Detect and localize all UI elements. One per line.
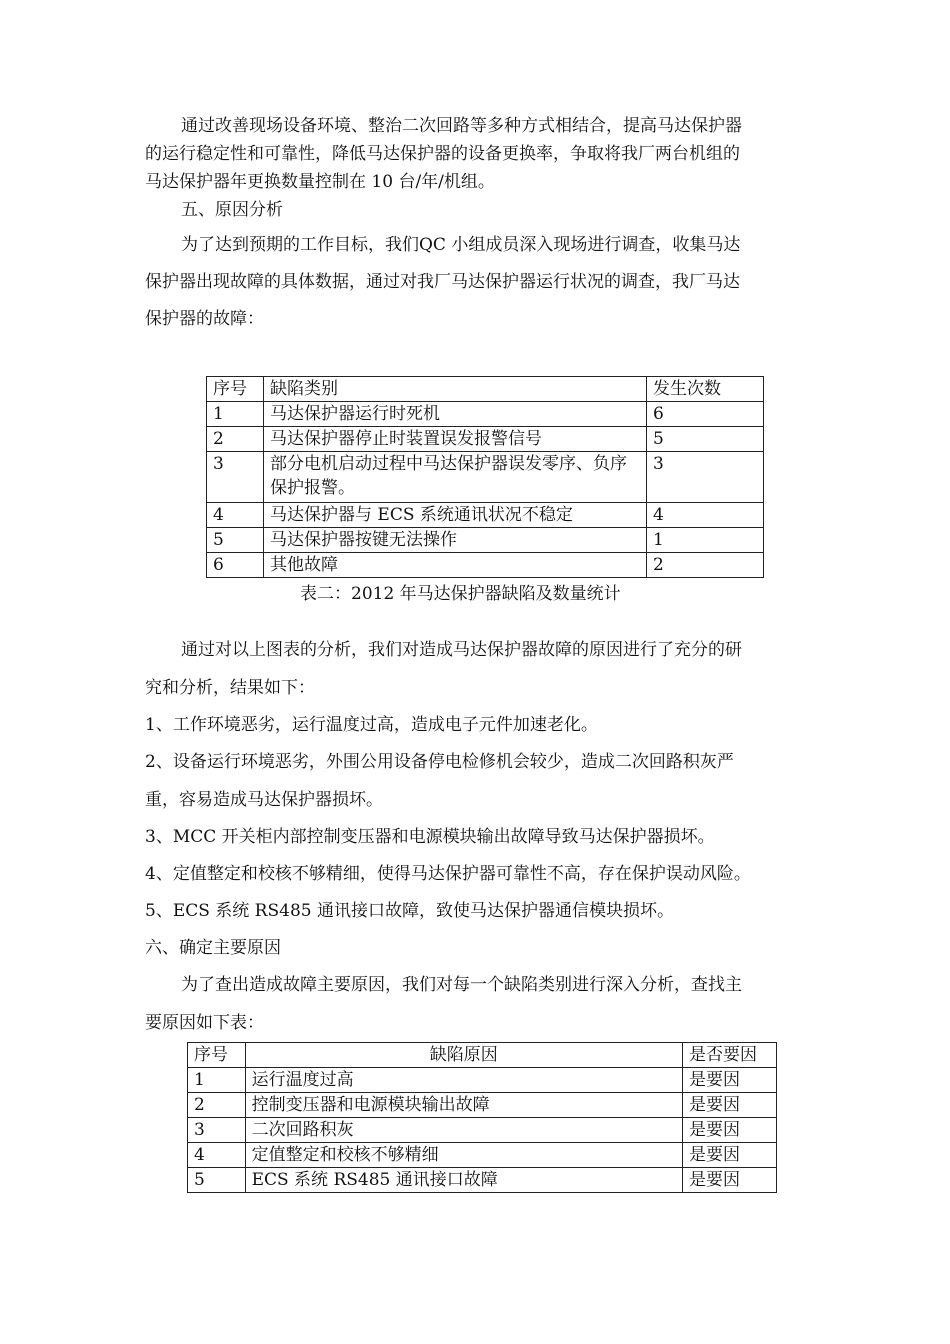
table-header-cell: 是否要因: [683, 1043, 777, 1068]
table-cell: 2: [207, 427, 264, 452]
table-cell: 马达保护器停止时装置误发报警信号: [264, 427, 647, 452]
table-header-row: [188, 1043, 777, 1068]
table-header-cell: 序号: [207, 377, 264, 402]
table-cell: 1: [188, 1068, 246, 1093]
table-cell: 3: [207, 452, 264, 503]
table-cell: 1: [207, 402, 264, 427]
section-heading: 五、原因分析: [181, 200, 283, 220]
table-cell: 3: [647, 452, 764, 503]
table-cell: 5: [207, 528, 264, 553]
list-item: 1、工作环境恶劣，运行温度过高，造成电子元件加速老化。: [145, 715, 598, 735]
list-item: 4、定值整定和校核不够精细，使得马达保护器可靠性不高，存在保护误动风险。: [145, 864, 751, 884]
table-cell: 马达保护器运行时死机: [264, 402, 647, 427]
table-cell: 4: [207, 503, 264, 528]
table-cell: 1: [647, 528, 764, 553]
table-cell: 4: [188, 1143, 246, 1168]
table-row: [188, 1143, 777, 1168]
paragraph-line: 要原因如下表：: [145, 1013, 264, 1033]
paragraph-line: 为了达到预期的工作目标，我们QC 小组成员深入现场进行调查，收集马达: [181, 235, 741, 255]
table-row: [207, 528, 764, 553]
table-cell: 马达保护器按键无法操作: [264, 528, 647, 553]
table-row: [207, 503, 764, 528]
table-row: [188, 1068, 777, 1093]
table-cell: ECS 系统 RS485 通讯接口故障: [245, 1168, 682, 1193]
table-cell: 4: [647, 503, 764, 528]
table-cell: 马达保护器与 ECS 系统通讯状况不稳定: [264, 503, 647, 528]
table-cell: 是要因: [683, 1093, 777, 1118]
list-item: 2、设备运行环境恶劣，外围公用设备停电检修机会较少，造成二次回路积灰严: [145, 752, 734, 772]
paragraph-line: 究和分析，结果如下：: [145, 678, 315, 698]
table-row: [207, 553, 764, 578]
table-header-row: [207, 377, 764, 402]
section-heading: 六、确定主要原因: [145, 938, 281, 958]
defect-statistics-table: [206, 376, 764, 578]
table-cell: 是要因: [683, 1118, 777, 1143]
table-header-cell: 发生次数: [647, 377, 764, 402]
table-header-cell: 缺陷原因: [245, 1043, 682, 1068]
paragraph-line: 保护器出现故障的具体数据，通过对我厂马达保护器运行状况的调查，我厂马达: [145, 272, 740, 292]
table-row: [188, 1118, 777, 1143]
table-cell: 5: [188, 1168, 246, 1193]
main-cause-table: [187, 1042, 777, 1193]
paragraph-line: 的运行稳定性和可靠性，降低马达保护器的设备更换率，争取将我厂两台机组的: [145, 144, 740, 164]
list-item: 3、MCC 开关柜内部控制变压器和电源模块输出故障导致马达保护器损坏。: [145, 827, 715, 847]
paragraph-line: 为了查出造成故障主要原因，我们对每一个缺陷类别进行深入分析，查找主: [181, 975, 742, 995]
table-cell: 是要因: [683, 1143, 777, 1168]
table-row: [207, 402, 764, 427]
table-header-cell: 序号: [188, 1043, 246, 1068]
table-cell: 其他故障: [264, 553, 647, 578]
table-cell: 5: [647, 427, 764, 452]
table-cell: 运行温度过高: [245, 1068, 682, 1093]
list-item: 5、ECS 系统 RS485 通讯接口故障，致使马达保护器通信模块损坏。: [145, 901, 674, 921]
table-cell: 部分电机启动过程中马达保护器误发零序、负序保护报警。: [264, 452, 647, 503]
paragraph-line: 马达保护器年更换数量控制在 10 台/年/机组。: [145, 172, 495, 192]
table-cell: 控制变压器和电源模块输出故障: [245, 1093, 682, 1118]
table-row: [207, 452, 764, 503]
table-row: [207, 427, 764, 452]
table-cell: 3: [188, 1118, 246, 1143]
table-row: [188, 1093, 777, 1118]
table-cell: 6: [647, 402, 764, 427]
table-cell: 是要因: [683, 1068, 777, 1093]
table-header-cell: 缺陷类别: [264, 377, 647, 402]
table-cell: 6: [207, 553, 264, 578]
table-cell: 是要因: [683, 1168, 777, 1193]
paragraph-line: 通过对以上图表的分析，我们对造成马达保护器故障的原因进行了充分的研: [181, 640, 742, 660]
table-cell: 2: [647, 553, 764, 578]
table-cell: 二次回路积灰: [245, 1118, 682, 1143]
paragraph-line: 通过改善现场设备环境、整治二次回路等多种方式相结合，提高马达保护器: [181, 116, 742, 136]
table-cell: 2: [188, 1093, 246, 1118]
table-caption: 表二：2012 年马达保护器缺陷及数量统计: [300, 584, 621, 604]
table-cell: 定值整定和校核不够精细: [245, 1143, 682, 1168]
paragraph-line: 保护器的故障：: [145, 309, 264, 329]
list-item-continuation: 重，容易造成马达保护器损坏。: [145, 790, 383, 810]
table-row: [188, 1168, 777, 1193]
